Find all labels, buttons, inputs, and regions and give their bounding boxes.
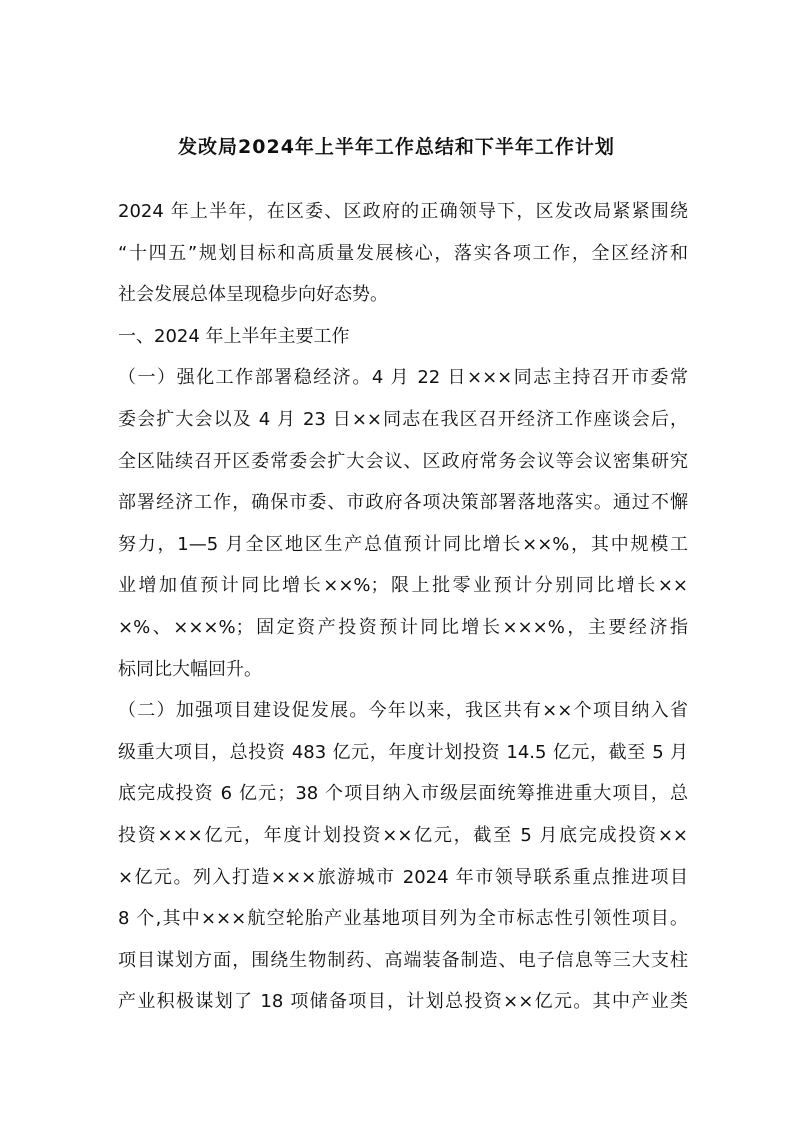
document-title: 发改局2024年上半年工作总结和下半年工作计划	[178, 136, 615, 158]
text-line: 2024 年上半年，在区委、区政府的正确领导下，区发改局紧紧围绕	[118, 201, 688, 222]
text-line: 投资×××亿元，年度计划投资××亿元，截至 5 月底完成投资××	[118, 825, 688, 846]
text-line: （二）加强项目建设促发展。今年以来，我区共有××个项目纳入省	[118, 700, 688, 722]
text-line: 项目谋划方面，围绕生物制药、高端装备制造、电子信息等三大支柱	[118, 949, 688, 971]
text-line: ×%、×××%；固定资产投资预计同比增长×××%，主要经济指	[118, 617, 688, 638]
text-line: （一）强化工作部署稳经济。4 月 22 日×××同志主持召开市委常	[118, 367, 688, 389]
text-line: 业增加值预计同比增长××%；限上批零业预计分别同比增长××	[118, 575, 688, 597]
text-line: 标同比大幅回升。	[118, 658, 262, 680]
text-line: 底完成投资 6 亿元；38 个项目纳入市级层面统筹推进重大项目，总	[118, 783, 688, 805]
text-line: ×亿元。列入打造×××旅游城市 2024 年市领导联系重点推进项目	[118, 866, 688, 888]
text-line: “十四五”规划目标和高质量发展核心，落实各项工作，全区经济和	[118, 242, 688, 264]
text-line: 全区陆续召开区委常委会扩大会议、区政府常务会议等会议密集研究	[118, 450, 688, 472]
text-line: 部署经济工作，确保市委、市政府各项决策部署落地落实。通过不懈	[118, 492, 688, 514]
text-line: 级重大项目，总投资 483 亿元，年度计划投资 14.5 亿元，截至 5 月	[118, 741, 688, 763]
text-line: 产业积极谋划了 18 项储备项目，计划总投资××亿元。其中产业类	[118, 991, 688, 1013]
text-line: 一、2024 年上半年主要工作	[118, 325, 350, 347]
text-line: 委会扩大会以及 4 月 23 日××同志在我区召开经济工作座谈会后，	[118, 409, 688, 430]
text-line: 8 个,其中×××航空轮胎产业基地项目列为全市标志性引领性项目。	[118, 908, 688, 930]
text-line: 社会发展总体呈现稳步向好态势。	[118, 284, 388, 306]
text-line: 努力，1—5 月全区地区生产总值预计同比增长××%，其中规模工	[118, 533, 688, 555]
